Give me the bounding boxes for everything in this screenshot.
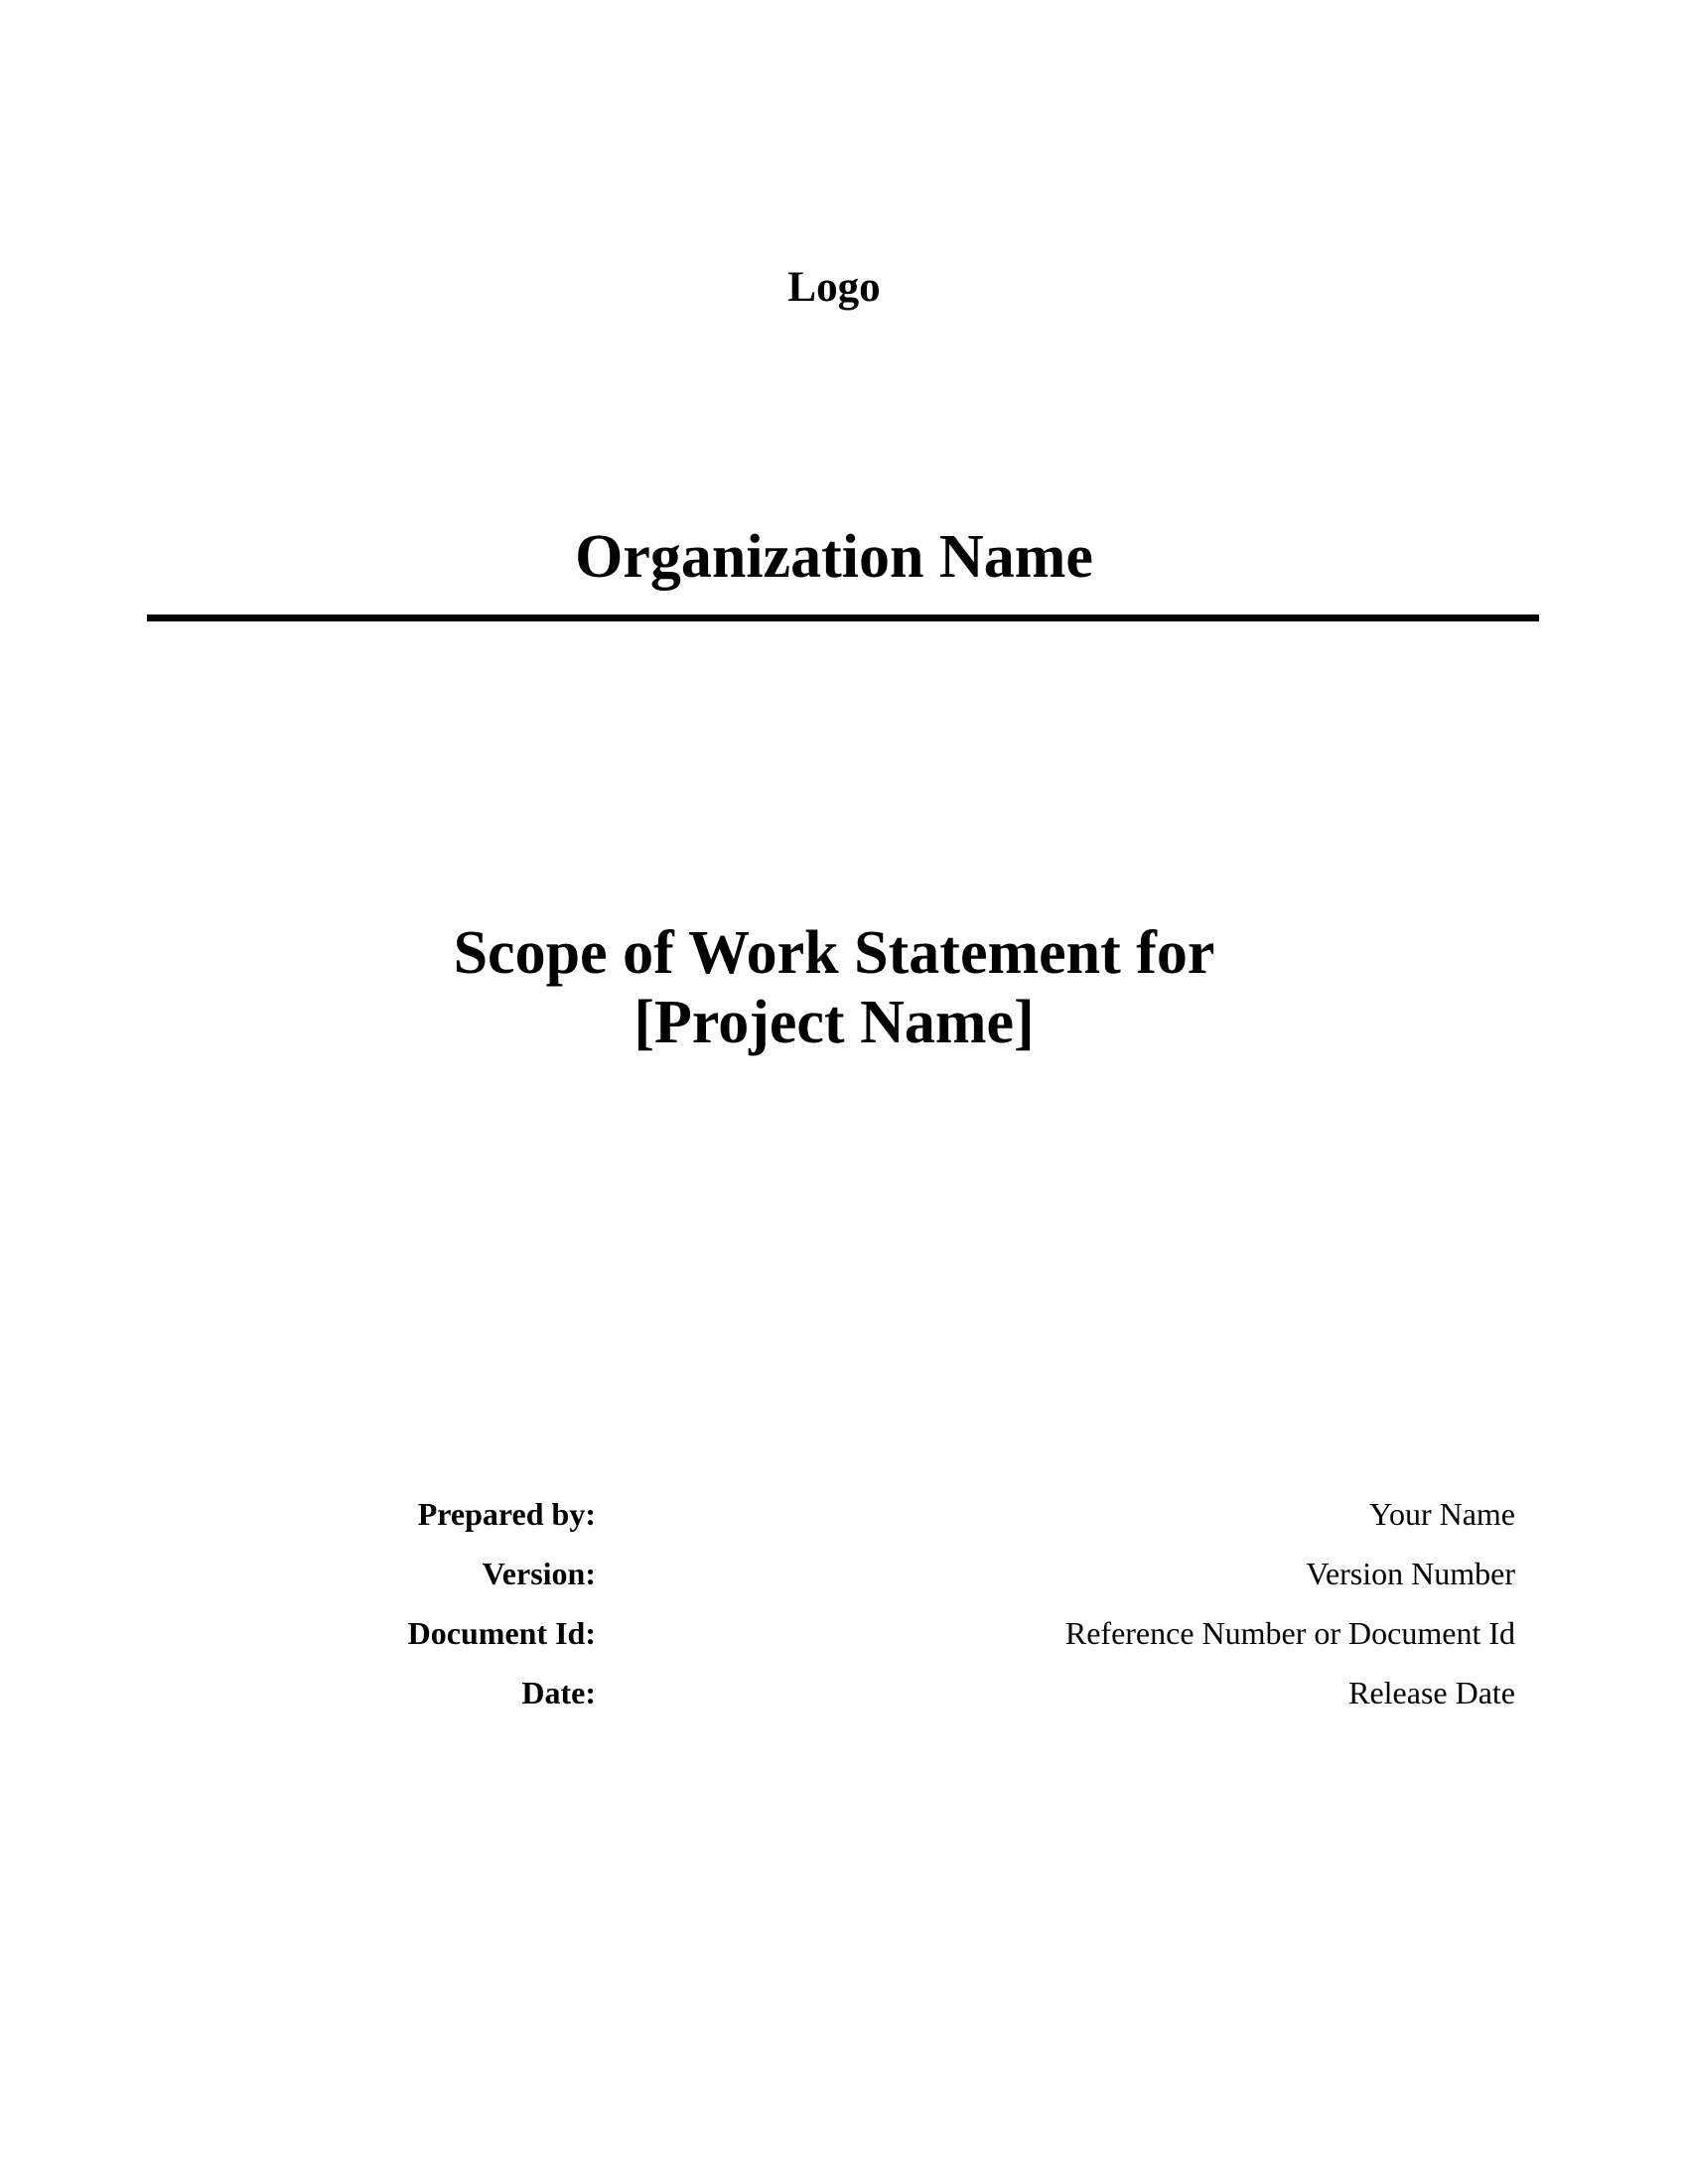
document-title-line-1: Scope of Work Statement for: [453, 919, 1215, 987]
date-label: Date:: [521, 1675, 596, 1710]
logo-placeholder: Logo: [787, 264, 881, 311]
metadata-row-version: [0, 1552, 1688, 1611]
version-label: Version:: [482, 1556, 596, 1591]
header-divider: [147, 614, 1539, 621]
document-id-value: Reference Number or Document Id: [1064, 1615, 1515, 1651]
document-title: [0, 918, 1668, 1057]
metadata-row-prepared-by: [0, 1492, 1688, 1552]
date-value: Release Date: [1348, 1675, 1515, 1710]
prepared-by-value: Your Name: [1369, 1496, 1515, 1532]
document-title-line-2: [Project Name]: [633, 989, 1035, 1056]
metadata-row-date: [0, 1671, 1688, 1730]
metadata-row-document-id: [0, 1611, 1688, 1671]
document-id-label: Document Id:: [407, 1615, 596, 1651]
document-metadata: [0, 1492, 1688, 1730]
organization-name: Organization Name: [575, 523, 1093, 591]
version-value: Version Number: [1306, 1556, 1515, 1591]
prepared-by-label: Prepared by:: [417, 1496, 596, 1532]
